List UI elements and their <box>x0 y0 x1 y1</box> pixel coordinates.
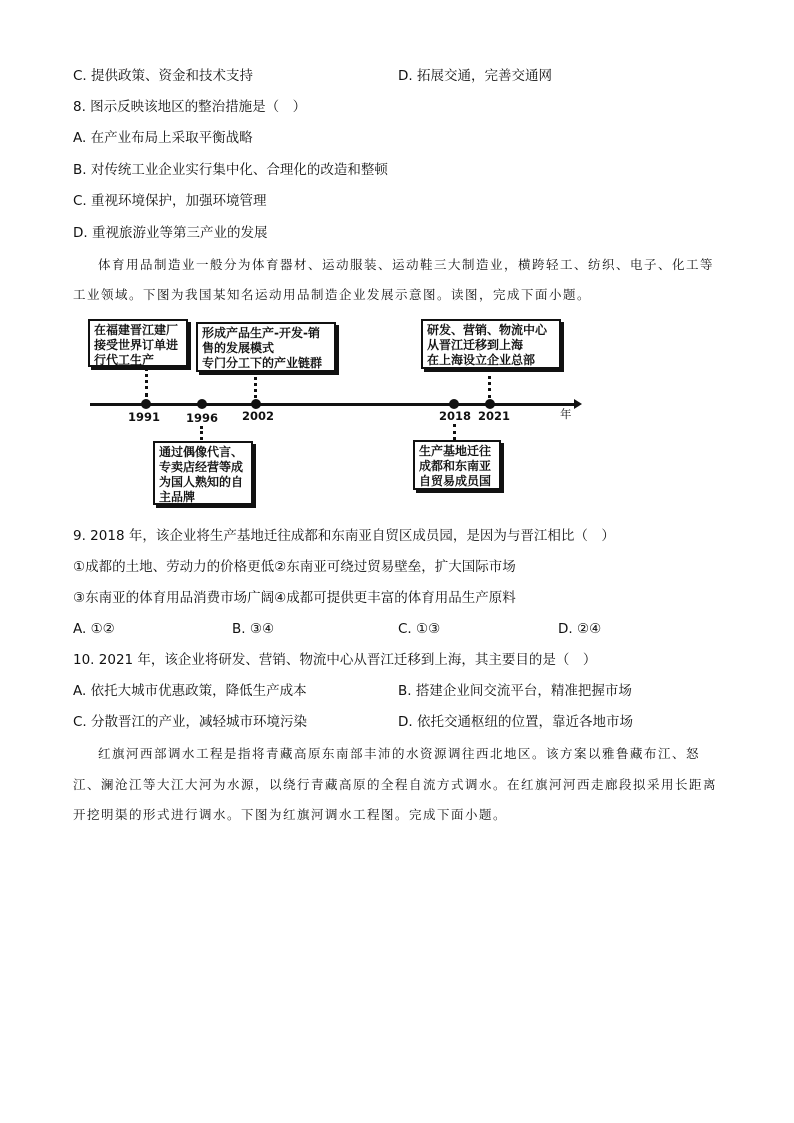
timeline-dot-2021 <box>485 399 495 409</box>
event-1996-line3: 为国人熟知的自 <box>159 475 244 489</box>
q9-statements-1: ①成都的土地、劳动力的价格更低②东南亚可绕过贸易壁垒，扩大国际市场 <box>73 559 516 575</box>
year-2021: 2021 <box>478 409 511 423</box>
event-2021-line3: 在上海设立企业总部 <box>427 353 536 367</box>
timeline-dot-1996 <box>197 399 207 409</box>
q8-option-a: A. 在产业布局上采取平衡战略 <box>73 130 253 146</box>
connector-2018 <box>453 424 456 440</box>
event-1996-line1: 通过偶像代言、 <box>159 445 244 459</box>
timeline-dot-2002 <box>251 399 261 409</box>
event-box-1996 <box>153 441 253 505</box>
event-2021-line1: 研发、营销、物流中心 <box>427 323 548 337</box>
connector-2021 <box>488 369 491 398</box>
q9-statements-2: ③东南亚的体育用品消费市场广阔④成都可提供更丰富的体育用品生产原料 <box>73 590 516 606</box>
q9-option-d: D. ②④ <box>558 621 602 637</box>
year-1991: 1991 <box>128 410 161 424</box>
connector-1991 <box>145 367 148 397</box>
q8-option-d: D. 重视旅游业等第三产业的发展 <box>73 225 268 241</box>
passage1-line2: 工业领域。下图为我国某知名运动用品制造企业发展示意图。读图，完成下面小题。 <box>73 287 592 302</box>
q7-option-c: C. 提供政策、资金和技术支持 <box>73 68 254 84</box>
timeline-dot-1991 <box>141 399 151 409</box>
connector-2002 <box>254 372 257 398</box>
event-2002-line1: 形成产品生产-开发-销 <box>202 326 320 340</box>
q10-option-c: C. 分散晋江的产业，减轻城市环境污染 <box>73 714 308 730</box>
timeline-axis <box>90 403 575 406</box>
event-2002-line2: 售的发展模式 <box>202 341 275 355</box>
event-box-1991 <box>88 319 188 367</box>
event-2018-line2: 成都和东南亚 <box>419 459 492 473</box>
event-1991-line3: 行代工生产 <box>94 353 155 367</box>
q9-option-b: B. ③④ <box>232 621 275 637</box>
event-1991-line1: 在福建晋江建厂 <box>94 323 179 337</box>
event-2018-line1: 生产基地迁往 <box>419 444 492 458</box>
event-1991-line2: 接受世界订单进 <box>94 338 179 352</box>
q10-stem: 10. 2021 年，该企业将研发、营销、物流中心从晋江迁移到上海，其主要目的是（ ） <box>73 652 597 668</box>
year-1996: 1996 <box>186 411 219 425</box>
passage2-line3: 开挖明渠的形式进行调水。下图为红旗河调水工程图。完成下面小题。 <box>73 807 508 822</box>
passage2-line2: 江、澜沧江等大江大河为水源，以绕行青藏高原的全程自流方式调水。在红旗河河西走廊段拟采用长距离 <box>73 777 718 792</box>
event-box-2002 <box>196 322 336 372</box>
event-box-2018 <box>413 440 501 490</box>
q9-option-c: C. ①③ <box>398 621 441 637</box>
passage1-line1: 体育用品制造业一般分为体育器材、运动服装、运动鞋三大制造业，横跨轻工、纺织、电子、化工等 <box>98 257 715 272</box>
year-2018: 2018 <box>439 409 472 423</box>
timeline-arrow <box>574 399 582 409</box>
q8-option-b: B. 对传统工业企业实行集中化、合理化的改造和整顿 <box>73 162 388 178</box>
event-2002-line3: 专门分工下的产业链群 <box>202 356 323 370</box>
q10-option-d: D. 依托交通枢纽的位置，靠近各地市场 <box>398 714 633 730</box>
q10-option-a: A. 依托大城市优惠政策，降低生产成本 <box>73 683 307 699</box>
year-2002: 2002 <box>242 409 275 423</box>
passage2-line1: 红旗河西部调水工程是指将青藏高原东南部丰沛的水资源调往西北地区。该方案以雅鲁藏布江、怒 <box>98 746 701 761</box>
axis-unit-label: 年 <box>560 407 572 421</box>
q8-option-c: C. 重视环境保护，加强环境管理 <box>73 193 267 209</box>
connector-1996 <box>200 426 203 440</box>
timeline-dot-2018 <box>449 399 459 409</box>
q9-stem: 9. 2018 年，该企业将生产基地迁往成都和东南亚自贸区成员园，是因为与晋江相比（ ） <box>73 528 615 544</box>
q9-option-a: A. ①② <box>73 621 115 637</box>
q7-option-d: D. 拓展交通，完善交通网 <box>398 68 552 84</box>
event-1996-line2: 专卖店经营等成 <box>159 460 244 474</box>
event-2021-line2: 从晋江迁移到上海 <box>427 338 524 352</box>
q10-option-b: B. 搭建企业间交流平台，精准把握市场 <box>398 683 632 699</box>
event-2018-line3: 自贸易成员国 <box>419 474 492 488</box>
q8-stem: 8. 图示反映该地区的整治措施是（ ） <box>73 99 307 115</box>
event-1996-line4: 主品牌 <box>159 490 196 504</box>
event-box-2021 <box>421 319 561 369</box>
